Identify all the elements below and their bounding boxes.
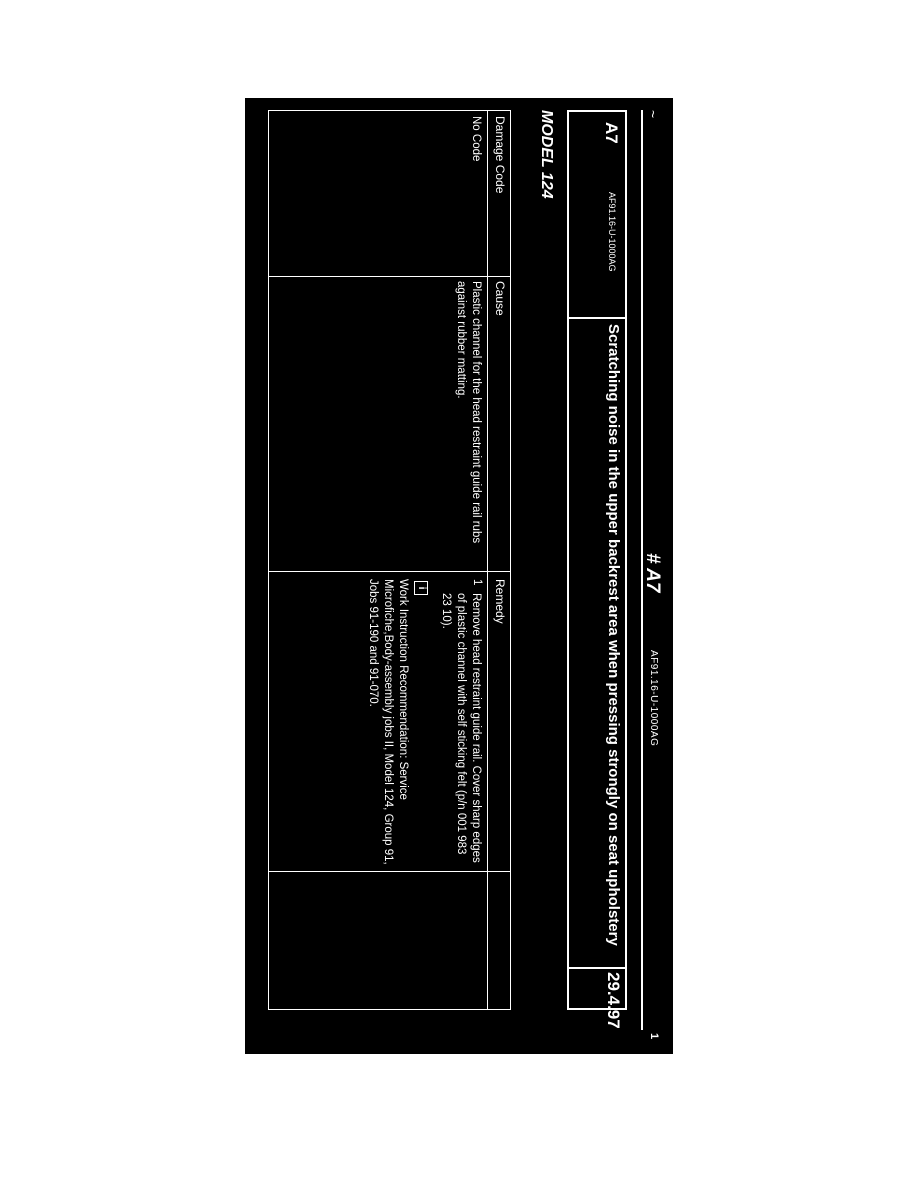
header-code: # A7 [642,553,663,593]
info-icon: i [414,581,428,595]
title-divider [569,317,625,319]
title-code: A7 [602,122,621,144]
cell-cause: Plastic channel for the head restraint guide rail rubs against rubber matting. [455,281,482,544]
document-date: 29.4.97 [604,972,623,1029]
column-divider [269,276,510,277]
title-box [567,110,627,1029]
diagnosis-table [268,110,511,1010]
remedy-step-number: 1 [471,579,483,586]
rotated-document [245,98,673,1054]
header-reference: AF91.16-U-1000AG [648,650,659,747]
column-divider [269,871,510,872]
date-divider [569,967,625,969]
column-header-remedy: Remedy [493,579,507,624]
header-row-divider [487,111,488,1009]
document-title: Scratching noise in the upper backrest area when pressing strongly on seat upholstery [605,324,622,946]
page-number: 1 [648,1033,660,1040]
column-divider [269,571,510,572]
header-rule [641,110,643,1030]
column-header-damage-code: Damage Code [493,116,507,194]
brand-logo: ~ [645,110,661,121]
model-heading: MODEL 124 [538,110,555,199]
cell-damage-code: No Code [470,116,482,162]
column-header-cause: Cause [493,281,507,316]
work-instruction-text: Work Instruction Recommendation: Service Microfiche,Body-assembly jobs II, Model 124, Group 91, Jobs 91-190 and 91-070. [367,579,409,865]
remedy-step-text: Remove head restraint guide rail. Cover sharp edges of plastic channel with self sticking felt (p/n 001 983 23 10). [440,593,482,863]
title-reference: AF91.16-U-1000AG [607,192,617,272]
scanned-page [245,98,673,1054]
